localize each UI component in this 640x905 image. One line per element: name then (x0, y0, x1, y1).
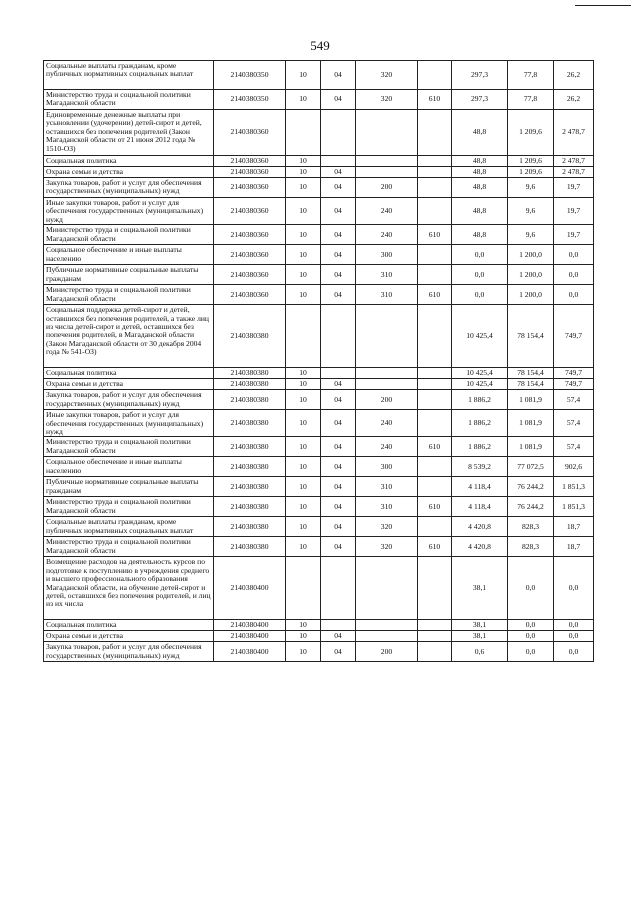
table-row (44, 537, 594, 557)
row-section-cell (286, 305, 321, 368)
row-value-3-cell: 26,2 (554, 61, 594, 90)
row-expense-type-cell: 320 (356, 517, 418, 537)
row-code-cell: 2140380400 (214, 642, 286, 662)
table-row (44, 225, 594, 245)
row-section-cell: 10 (286, 225, 321, 245)
row-administrator-cell (418, 631, 452, 642)
table-row (44, 517, 594, 537)
row-code-cell: 2140380360 (214, 265, 286, 285)
row-value-1-cell: 10 425,4 (452, 379, 508, 390)
row-expense-type-cell: 200 (356, 642, 418, 662)
row-administrator-cell (418, 368, 452, 379)
row-value-1-cell: 38,1 (452, 557, 508, 620)
row-value-2-cell: 78 154,4 (508, 305, 554, 368)
row-name-cell: Закупка товаров, работ и услуг для обеспечения государственных (муниципальных) нужд (44, 642, 214, 662)
row-section-cell: 10 (286, 285, 321, 305)
row-value-2-cell: 1 081,9 (508, 410, 554, 437)
row-section-cell: 10 (286, 390, 321, 410)
row-value-2-cell: 1 209,6 (508, 156, 554, 167)
row-subsection-cell (321, 110, 356, 156)
row-value-2-cell: 1 209,6 (508, 167, 554, 178)
table-row (44, 557, 594, 620)
page-number: 549 (310, 38, 330, 53)
row-subsection-cell: 04 (321, 390, 356, 410)
row-administrator-cell: 610 (418, 437, 452, 457)
row-code-cell: 2140380360 (214, 225, 286, 245)
row-subsection-cell: 04 (321, 497, 356, 517)
row-name-cell: Социальная политика (44, 156, 214, 167)
row-name-cell: Иные закупки товаров, работ и услуг для обеспечения государственных (муниципальных) нужд (44, 198, 214, 225)
row-section-cell: 10 (286, 198, 321, 225)
row-value-3-cell: 57,4 (554, 390, 594, 410)
row-section-cell (286, 557, 321, 620)
row-expense-type-cell: 320 (356, 90, 418, 110)
row-value-3-cell: 0,0 (554, 631, 594, 642)
table-row (44, 285, 594, 305)
row-expense-type-cell: 240 (356, 225, 418, 245)
row-expense-type-cell (356, 156, 418, 167)
table-row (44, 390, 594, 410)
row-administrator-cell (418, 390, 452, 410)
row-value-3-cell: 26,2 (554, 90, 594, 110)
row-value-3-cell: 1 851,3 (554, 497, 594, 517)
row-value-1-cell: 38,1 (452, 620, 508, 631)
row-subsection-cell (321, 305, 356, 368)
row-code-cell: 2140380380 (214, 390, 286, 410)
row-value-3-cell: 1 851,3 (554, 477, 594, 497)
table-row (44, 497, 594, 517)
row-name-cell: Министерство труда и социальной политики Магаданской области (44, 285, 214, 305)
row-value-2-cell: 0,0 (508, 557, 554, 620)
table-row (44, 631, 594, 642)
row-name-cell: Социальное обеспечение и иные выплаты населению (44, 245, 214, 265)
row-name-cell: Министерство труда и социальной политики Магаданской области (44, 225, 214, 245)
top-rule (575, 5, 631, 6)
table-row (44, 477, 594, 497)
row-code-cell: 2140380360 (214, 245, 286, 265)
row-section-cell: 10 (286, 517, 321, 537)
row-code-cell: 2140380400 (214, 620, 286, 631)
row-subsection-cell: 04 (321, 245, 356, 265)
row-value-3-cell: 2 478,7 (554, 110, 594, 156)
row-value-1-cell: 48,8 (452, 167, 508, 178)
row-value-1-cell: 0,0 (452, 245, 508, 265)
row-value-1-cell: 297,3 (452, 61, 508, 90)
row-name-cell: Публичные нормативные социальные выплаты гражданам (44, 265, 214, 285)
row-subsection-cell: 04 (321, 265, 356, 285)
row-administrator-cell: 610 (418, 225, 452, 245)
row-code-cell: 2140380360 (214, 156, 286, 167)
row-subsection-cell (321, 368, 356, 379)
row-expense-type-cell: 320 (356, 537, 418, 557)
row-subsection-cell: 04 (321, 61, 356, 90)
row-value-3-cell: 0,0 (554, 245, 594, 265)
row-value-3-cell: 2 478,7 (554, 167, 594, 178)
row-name-cell: Иные закупки товаров, работ и услуг для обеспечения государственных (муниципальных) нужд (44, 410, 214, 437)
row-section-cell: 10 (286, 620, 321, 631)
row-section-cell: 10 (286, 368, 321, 379)
row-value-3-cell: 19,7 (554, 178, 594, 198)
row-expense-type-cell: 200 (356, 178, 418, 198)
row-code-cell: 2140380380 (214, 305, 286, 368)
row-administrator-cell (418, 457, 452, 477)
row-expense-type-cell (356, 631, 418, 642)
row-name-cell: Социальные выплаты гражданам, кроме публичных нормативных социальных выплат (44, 61, 214, 90)
row-name-cell: Охрана семьи и детства (44, 167, 214, 178)
table-row (44, 437, 594, 457)
row-expense-type-cell (356, 167, 418, 178)
row-administrator-cell: 610 (418, 537, 452, 557)
row-value-2-cell: 1 200,0 (508, 245, 554, 265)
row-value-1-cell: 10 425,4 (452, 305, 508, 368)
row-subsection-cell: 04 (321, 178, 356, 198)
row-expense-type-cell: 300 (356, 457, 418, 477)
row-name-cell: Единовременные денежные выплаты при усыновлении (удочерении) детей-сирот и детей, оставшихся без попечения родителей (Закон Магаданской области от 21 июня 2012 года № 1510-ОЗ) (44, 110, 214, 156)
row-value-2-cell: 1 200,0 (508, 265, 554, 285)
row-name-cell: Публичные нормативные социальные выплаты гражданам (44, 477, 214, 497)
row-administrator-cell (418, 167, 452, 178)
row-section-cell: 10 (286, 178, 321, 198)
row-value-1-cell: 10 425,4 (452, 368, 508, 379)
row-value-3-cell: 0,0 (554, 642, 594, 662)
budget-table (43, 60, 594, 662)
row-expense-type-cell (356, 620, 418, 631)
row-value-2-cell: 9,6 (508, 225, 554, 245)
table-row (44, 198, 594, 225)
row-subsection-cell: 04 (321, 285, 356, 305)
row-value-1-cell: 0,0 (452, 285, 508, 305)
row-code-cell: 2140380350 (214, 90, 286, 110)
row-value-1-cell: 0,0 (452, 265, 508, 285)
row-code-cell: 2140380380 (214, 410, 286, 437)
row-administrator-cell: 610 (418, 285, 452, 305)
row-section-cell (286, 110, 321, 156)
row-value-2-cell: 9,6 (508, 198, 554, 225)
row-subsection-cell: 04 (321, 517, 356, 537)
row-expense-type-cell: 240 (356, 198, 418, 225)
row-value-3-cell: 18,7 (554, 537, 594, 557)
table-row (44, 156, 594, 167)
row-code-cell: 2140380360 (214, 110, 286, 156)
row-section-cell: 10 (286, 379, 321, 390)
row-section-cell: 10 (286, 265, 321, 285)
row-value-1-cell: 8 539,2 (452, 457, 508, 477)
row-expense-type-cell: 300 (356, 245, 418, 265)
row-value-3-cell: 749,7 (554, 379, 594, 390)
row-subsection-cell: 04 (321, 457, 356, 477)
row-value-2-cell: 1 200,0 (508, 285, 554, 305)
row-code-cell: 2140380400 (214, 557, 286, 620)
row-subsection-cell: 04 (321, 437, 356, 457)
table-row (44, 457, 594, 477)
row-administrator-cell (418, 110, 452, 156)
row-name-cell: Возмещение расходов на деятельность курсов по подготовке к поступлению в учреждения среднего и высшего профессионального образования Магаданской области, на обучение детей-сирот и детей, оставшихся без попечения родителей, и лиц из их числа (44, 557, 214, 620)
table-row (44, 305, 594, 368)
row-administrator-cell (418, 61, 452, 90)
row-administrator-cell (418, 410, 452, 437)
row-expense-type-cell (356, 379, 418, 390)
row-subsection-cell: 04 (321, 225, 356, 245)
row-value-1-cell: 38,1 (452, 631, 508, 642)
row-code-cell: 2140380380 (214, 497, 286, 517)
row-administrator-cell (418, 305, 452, 368)
row-code-cell: 2140380380 (214, 379, 286, 390)
row-subsection-cell: 04 (321, 198, 356, 225)
row-value-1-cell: 1 886,2 (452, 437, 508, 457)
row-value-3-cell: 19,7 (554, 198, 594, 225)
row-section-cell: 10 (286, 437, 321, 457)
row-section-cell: 10 (286, 61, 321, 90)
row-administrator-cell (418, 620, 452, 631)
row-section-cell: 10 (286, 410, 321, 437)
row-expense-type-cell (356, 110, 418, 156)
row-section-cell: 10 (286, 156, 321, 167)
table-row (44, 410, 594, 437)
row-name-cell: Министерство труда и социальной политики Магаданской области (44, 437, 214, 457)
row-value-3-cell: 749,7 (554, 305, 594, 368)
row-expense-type-cell: 240 (356, 410, 418, 437)
row-subsection-cell: 04 (321, 642, 356, 662)
row-name-cell: Охрана семьи и детства (44, 631, 214, 642)
row-expense-type-cell (356, 557, 418, 620)
row-administrator-cell (418, 477, 452, 497)
row-code-cell: 2140380360 (214, 167, 286, 178)
table-row (44, 245, 594, 265)
row-value-3-cell: 0,0 (554, 557, 594, 620)
row-expense-type-cell: 310 (356, 497, 418, 517)
row-value-1-cell: 4 118,4 (452, 497, 508, 517)
row-section-cell: 10 (286, 642, 321, 662)
row-value-2-cell: 77,8 (508, 90, 554, 110)
row-value-2-cell: 78 154,4 (508, 368, 554, 379)
row-code-cell: 2140380380 (214, 368, 286, 379)
row-code-cell: 2140380400 (214, 631, 286, 642)
row-administrator-cell (418, 517, 452, 537)
row-expense-type-cell: 200 (356, 390, 418, 410)
row-section-cell: 10 (286, 90, 321, 110)
row-value-1-cell: 48,8 (452, 178, 508, 198)
row-administrator-cell: 610 (418, 90, 452, 110)
row-section-cell: 10 (286, 167, 321, 178)
row-value-3-cell: 0,0 (554, 620, 594, 631)
row-code-cell: 2140380350 (214, 61, 286, 90)
table-row (44, 90, 594, 110)
row-value-1-cell: 4 420,8 (452, 517, 508, 537)
row-name-cell: Охрана семьи и детства (44, 379, 214, 390)
row-value-1-cell: 4 420,8 (452, 537, 508, 557)
table-row (44, 379, 594, 390)
table-row (44, 642, 594, 662)
row-value-3-cell: 2 478,7 (554, 156, 594, 167)
row-code-cell: 2140380380 (214, 437, 286, 457)
row-subsection-cell: 04 (321, 167, 356, 178)
row-administrator-cell (418, 642, 452, 662)
row-administrator-cell (418, 379, 452, 390)
row-subsection-cell: 04 (321, 90, 356, 110)
row-value-1-cell: 48,8 (452, 225, 508, 245)
row-value-3-cell: 749,7 (554, 368, 594, 379)
row-name-cell: Закупка товаров, работ и услуг для обеспечения государственных (муниципальных) нужд (44, 178, 214, 198)
row-code-cell: 2140380380 (214, 517, 286, 537)
row-subsection-cell (321, 557, 356, 620)
row-subsection-cell: 04 (321, 477, 356, 497)
row-code-cell: 2140380360 (214, 285, 286, 305)
row-expense-type-cell: 310 (356, 285, 418, 305)
table-row (44, 368, 594, 379)
row-expense-type-cell (356, 305, 418, 368)
row-value-2-cell: 0,0 (508, 620, 554, 631)
row-subsection-cell: 04 (321, 631, 356, 642)
row-section-cell: 10 (286, 245, 321, 265)
row-value-2-cell: 828,3 (508, 537, 554, 557)
row-name-cell: Социальные выплаты гражданам, кроме публичных нормативных социальных выплат (44, 517, 214, 537)
row-value-2-cell: 77 072,5 (508, 457, 554, 477)
row-expense-type-cell: 240 (356, 437, 418, 457)
row-value-2-cell: 77,8 (508, 61, 554, 90)
row-code-cell: 2140380360 (214, 198, 286, 225)
row-section-cell: 10 (286, 537, 321, 557)
table-row (44, 620, 594, 631)
row-section-cell: 10 (286, 457, 321, 477)
row-value-1-cell: 297,3 (452, 90, 508, 110)
row-name-cell: Министерство труда и социальной политики Магаданской области (44, 90, 214, 110)
row-section-cell: 10 (286, 631, 321, 642)
row-code-cell: 2140380380 (214, 477, 286, 497)
table-row (44, 110, 594, 156)
row-subsection-cell (321, 620, 356, 631)
row-value-1-cell: 1 886,2 (452, 410, 508, 437)
row-administrator-cell (418, 156, 452, 167)
row-expense-type-cell: 310 (356, 477, 418, 497)
row-administrator-cell (418, 245, 452, 265)
row-value-3-cell: 57,4 (554, 410, 594, 437)
table-row (44, 61, 594, 90)
table-row (44, 265, 594, 285)
row-value-1-cell: 0,6 (452, 642, 508, 662)
row-name-cell: Социальная поддержка детей-сирот и детей, оставшихся без попечения родителей, а также лиц из числа детей-сирот и детей, оставшихся без попечения родителей, в Магаданской области (Закон Магаданской области от 30 декабря 2004 года № 541-ОЗ) (44, 305, 214, 368)
row-value-3-cell: 19,7 (554, 225, 594, 245)
row-expense-type-cell: 310 (356, 265, 418, 285)
row-value-2-cell: 0,0 (508, 642, 554, 662)
row-administrator-cell (418, 178, 452, 198)
row-value-2-cell: 828,3 (508, 517, 554, 537)
row-administrator-cell (418, 557, 452, 620)
row-administrator-cell (418, 198, 452, 225)
row-value-3-cell: 0,0 (554, 285, 594, 305)
row-value-2-cell: 78 154,4 (508, 379, 554, 390)
row-value-2-cell: 9,6 (508, 178, 554, 198)
row-code-cell: 2140380360 (214, 178, 286, 198)
row-value-1-cell: 48,8 (452, 110, 508, 156)
row-section-cell: 10 (286, 477, 321, 497)
row-name-cell: Закупка товаров, работ и услуг для обеспечения государственных (муниципальных) нужд (44, 390, 214, 410)
row-value-1-cell: 4 118,4 (452, 477, 508, 497)
row-value-2-cell: 76 244,2 (508, 477, 554, 497)
row-expense-type-cell (356, 368, 418, 379)
row-value-3-cell: 18,7 (554, 517, 594, 537)
row-name-cell: Социальное обеспечение и иные выплаты населению (44, 457, 214, 477)
row-subsection-cell: 04 (321, 379, 356, 390)
row-value-2-cell: 0,0 (508, 631, 554, 642)
row-name-cell: Министерство труда и социальной политики Магаданской области (44, 497, 214, 517)
row-subsection-cell: 04 (321, 410, 356, 437)
row-value-2-cell: 1 209,6 (508, 110, 554, 156)
row-value-1-cell: 48,8 (452, 156, 508, 167)
row-expense-type-cell: 320 (356, 61, 418, 90)
row-name-cell: Социальная политика (44, 368, 214, 379)
row-value-3-cell: 57,4 (554, 437, 594, 457)
row-code-cell: 2140380380 (214, 457, 286, 477)
table-row (44, 178, 594, 198)
row-name-cell: Министерство труда и социальной политики Магаданской области (44, 537, 214, 557)
row-value-2-cell: 1 081,9 (508, 390, 554, 410)
row-value-3-cell: 902,6 (554, 457, 594, 477)
row-administrator-cell (418, 265, 452, 285)
row-section-cell: 10 (286, 497, 321, 517)
row-code-cell: 2140380380 (214, 537, 286, 557)
row-administrator-cell: 610 (418, 497, 452, 517)
row-name-cell: Социальная политика (44, 620, 214, 631)
row-subsection-cell (321, 156, 356, 167)
row-value-1-cell: 1 886,2 (452, 390, 508, 410)
row-value-1-cell: 48,8 (452, 198, 508, 225)
row-subsection-cell: 04 (321, 537, 356, 557)
row-value-3-cell: 0,0 (554, 265, 594, 285)
row-value-2-cell: 76 244,2 (508, 497, 554, 517)
table-row (44, 167, 594, 178)
row-value-2-cell: 1 081,9 (508, 437, 554, 457)
